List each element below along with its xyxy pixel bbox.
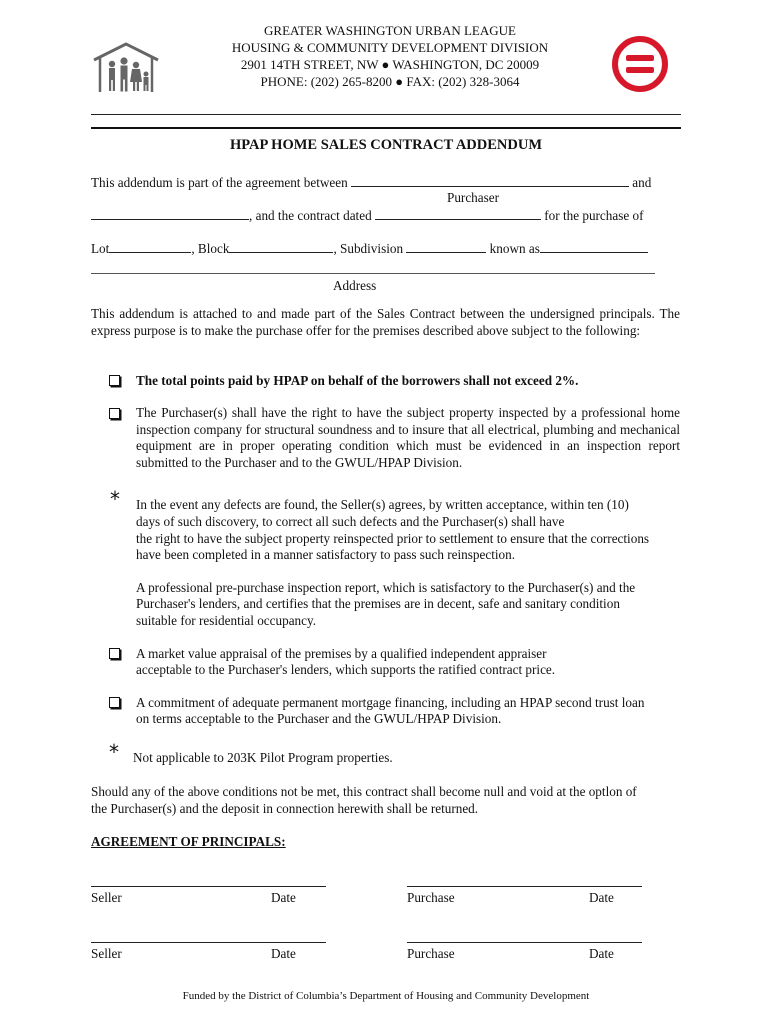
lot-label: Lot <box>91 241 110 256</box>
subdivision-field[interactable] <box>406 240 486 253</box>
purchaser-signature-line-1[interactable] <box>407 886 642 887</box>
defects-line-2: days of such discovery, to correct all such defects and the Purchaser(s) shall have <box>136 514 565 529</box>
seller-date-label-1: Date <box>271 890 296 905</box>
org-name: GREATER WASHINGTON URBAN LEAGUE <box>264 23 516 38</box>
checkbox-inspection[interactable] <box>109 408 120 419</box>
condition-points: The total points paid by HPAP on behalf of the borrowers shall not exceed 2%. <box>136 373 579 388</box>
contract-date-field[interactable] <box>375 207 541 220</box>
asterisk-defects: * <box>110 487 120 511</box>
for-purchase-label: for the purchase of <box>544 208 644 223</box>
block-field[interactable] <box>229 240 333 253</box>
address-field[interactable] <box>91 273 655 274</box>
footer-funding-note: Funded by the District of Columbia’s Department of Housing and Community Development <box>182 990 590 1002</box>
seller-signature-line-2[interactable] <box>91 942 326 943</box>
appraisal-line-2: acceptable to the Purchaser's lenders, which supports the ratified contract price. <box>136 662 556 677</box>
intro-and: and <box>632 175 652 190</box>
equality-icon <box>611 35 669 93</box>
purchase-date-label-1: Date <box>589 890 614 905</box>
subdivision-label: , Subdivision <box>333 241 404 256</box>
org-address: 2901 14TH STREET, NW ● WASHINGTON, DC 20009 <box>240 57 540 72</box>
asterisk-note: * <box>109 740 119 764</box>
intro-line-3 <box>91 240 648 257</box>
seller-signature-line-1[interactable] <box>91 886 326 887</box>
agreement-heading: AGREEMENT OF PRINCIPALS: <box>91 834 286 849</box>
defects-line-4: have been completed in a manner satisfactory to pass such reinspection. <box>136 547 516 562</box>
house-logo <box>90 42 162 94</box>
letterhead <box>180 22 600 90</box>
financing-line-1: A commitment of adequate permanent mortgage financing, including an HPAP second trust loan <box>136 695 645 710</box>
header-rule-thick <box>91 127 681 129</box>
contract-dated-label: , and the contract dated <box>249 208 372 223</box>
seller-name-field[interactable] <box>351 174 629 187</box>
condition-inspection: The Purchaser(s) shall have the right to have the subject property inspected by a professional home inspection company for structural soundness and to insure that all electrical, plumbing and mechanical equipment are in proper operating condition which must be evidenced in an inspection report submitted to the Purchaser and to the GWUL/HPAP Division. <box>136 405 680 470</box>
prepurchase-line-3: suitable for residential occupancy. <box>136 613 317 628</box>
prepurchase-line-1: A professional pre-purchase inspection report, which is satisfactory to the Purchaser(s) and the <box>136 580 636 595</box>
seller-label-1: Seller <box>91 890 122 905</box>
purchase-label-2: Purchase <box>407 946 455 961</box>
defects-line-3: the right to have the subject property reinspected prior to settlement to ensure that the corrections <box>136 531 650 546</box>
null-void-line-2: the Purchaser(s) and the deposit in connection herewith shall be returned. <box>91 801 479 816</box>
checkbox-points[interactable] <box>109 375 120 386</box>
division-name: HOUSING & COMMUNITY DEVELOPMENT DIVISION <box>231 40 549 55</box>
purchaser-label: Purchaser <box>447 190 499 205</box>
block-label: , Block <box>191 241 230 256</box>
purchase-date-label-2: Date <box>589 946 614 961</box>
seller-label-2: Seller <box>91 946 122 961</box>
document-title: HPAP HOME SALES CONTRACT ADDENDUM <box>229 137 543 153</box>
header-rule-thin <box>91 114 681 115</box>
checkbox-financing[interactable] <box>109 697 120 708</box>
urban-league-equality-logo <box>611 35 669 93</box>
known-as-field[interactable] <box>540 240 648 253</box>
checkbox-appraisal[interactable] <box>109 648 120 659</box>
intro-prefix: This addendum is part of the agreement between <box>91 175 348 190</box>
house-family-icon <box>90 42 162 94</box>
purchaser-signature-line-2[interactable] <box>407 942 642 943</box>
address-label: Address <box>333 278 377 293</box>
purchaser-name-field[interactable] <box>91 207 249 220</box>
intro-line-1 <box>91 174 651 191</box>
purpose-paragraph: This addendum is attached to and made part of the Sales Contract between the undersigned principals. The express purpose is to make the purchase offer for the premises described above subject to the following: <box>91 306 680 338</box>
note-203k: Not applicable to 203K Pilot Program properties. <box>133 750 393 765</box>
appraisal-line-1: A market value appraisal of the premises by a qualified independent appraiser <box>136 646 547 661</box>
purchase-label-1: Purchase <box>407 890 455 905</box>
org-phone-fax: PHONE: (202) 265-8200 ● FAX: (202) 328-3064 <box>260 74 520 89</box>
lot-field[interactable] <box>109 240 191 253</box>
known-as-label: known as <box>489 241 540 256</box>
prepurchase-line-2: Purchaser's lenders, and certifies that the premises are in decent, safe and sanitary condition <box>136 596 620 611</box>
defects-line-1: In the event any defects are found, the Seller(s) agrees, by written acceptance, within ten (10) <box>136 497 629 512</box>
financing-line-2: on terms acceptable to the Purchaser and the GWUL/HPAP Division. <box>136 711 502 726</box>
intro-line-2 <box>91 207 644 224</box>
seller-date-label-2: Date <box>271 946 296 961</box>
null-void-line-1: Should any of the above conditions not be met, this contract shall become null and void at the optlon of <box>91 784 637 799</box>
